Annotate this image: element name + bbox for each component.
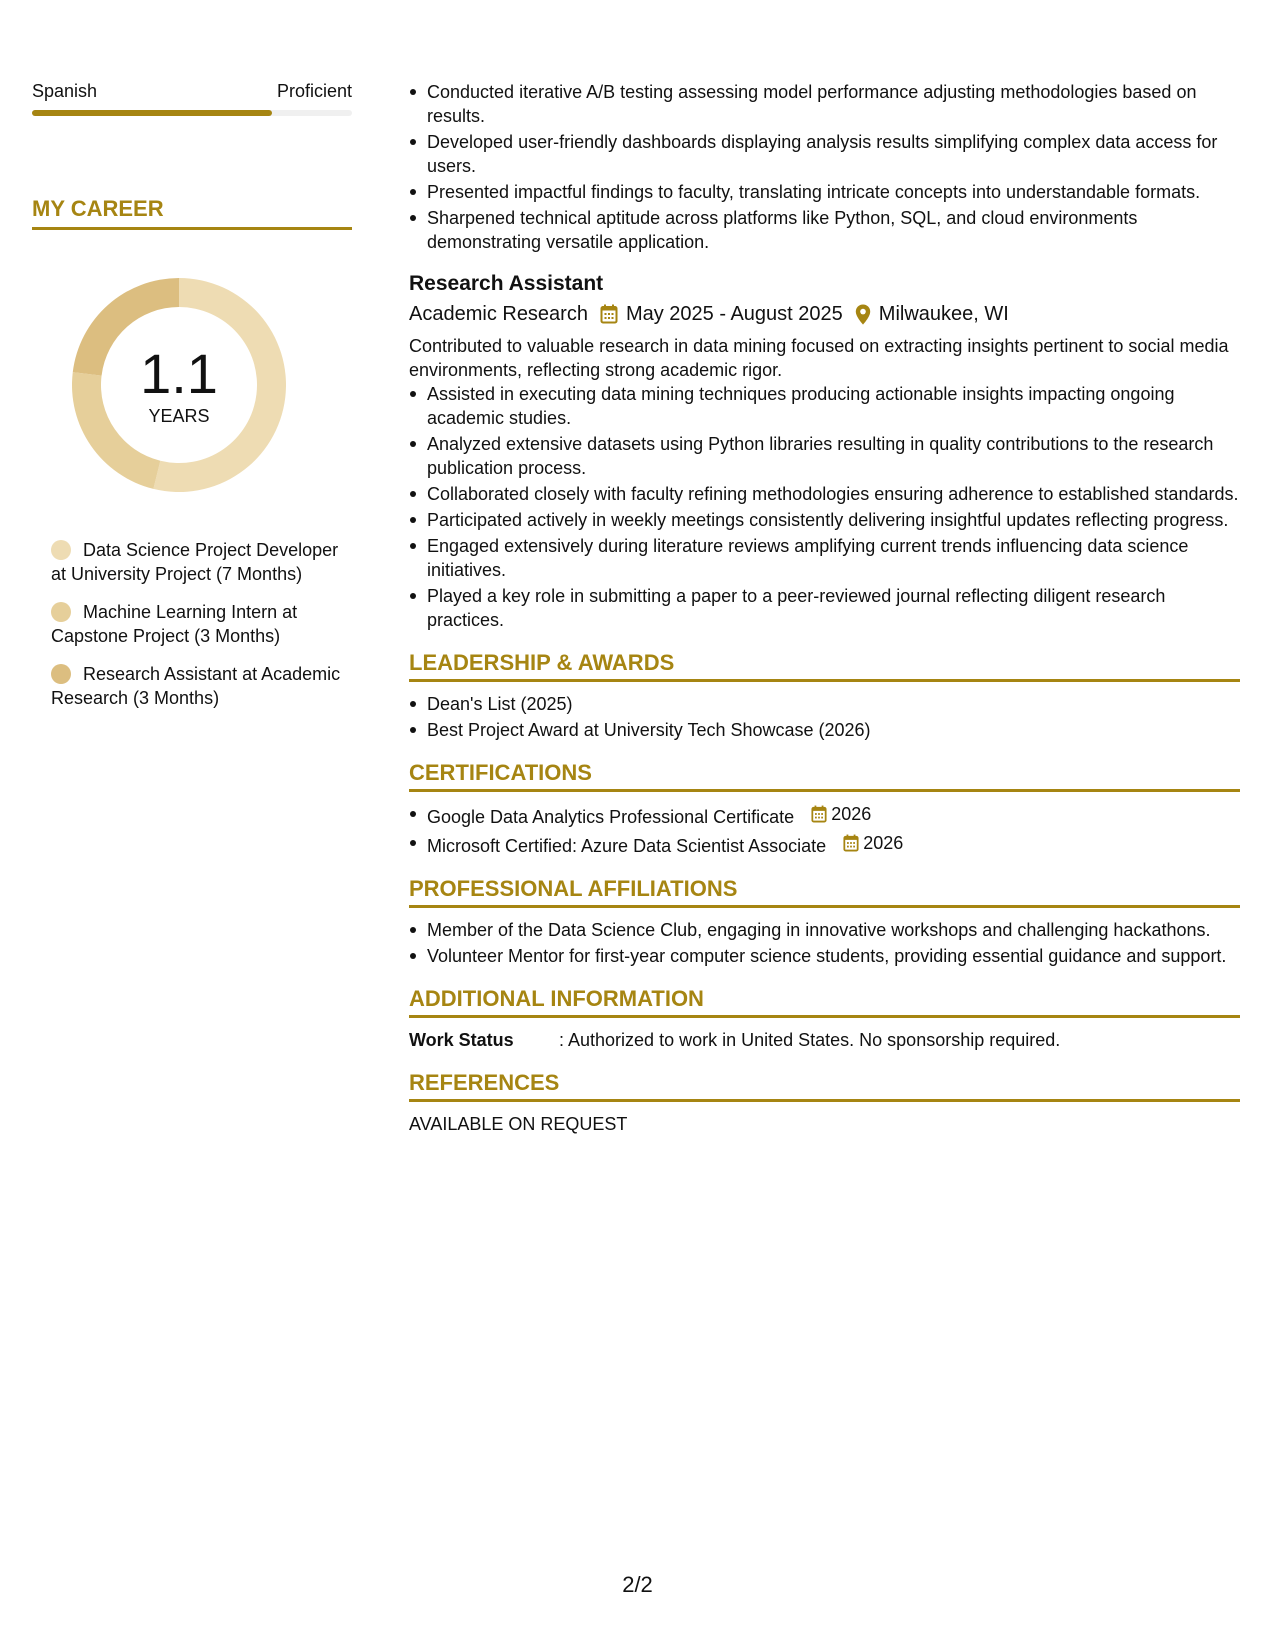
info-value: : Authorized to work in United States. No sponsorship required. [559, 1030, 1061, 1050]
bullet-item: Collaborated closely with faculty refining methodologies ensuring adherence to established standards. [409, 482, 1240, 506]
job-bullets [409, 382, 1240, 632]
bullet-item: Engaged extensively during literature reviews amplifying current trends influencing data science initiatives. [409, 534, 1240, 582]
language-level-fill [32, 110, 272, 116]
bullet-item: Participated actively in weekly meetings consistently delivering insightful updates reflecting progress. [409, 508, 1240, 532]
career-total-value: 1.1 [140, 341, 218, 405]
legend-label: Machine Learning Intern at Capstone Project (3 Months) [51, 602, 298, 646]
language-level-bar [32, 110, 352, 116]
career-legend [51, 538, 341, 724]
cert-item [409, 831, 1240, 858]
legend-dot [51, 664, 71, 684]
bullet-item: Member of the Data Science Club, engaging in innovative workshops and challenging hackathons. [409, 918, 1240, 942]
legend-item [51, 538, 341, 586]
section-title: REFERENCES [409, 1070, 1240, 1102]
job-meta [409, 300, 1240, 328]
bullet-item: Assisted in executing data mining techniques producing actionable insights impacting ongoing academic studies. [409, 382, 1240, 430]
legend-dot [51, 540, 71, 560]
bullet-item: Analyzed extensive datasets using Python libraries resulting in quality contributions to the research publication process. [409, 432, 1240, 480]
legend-dot [51, 602, 71, 622]
job-dates: May 2025 - August 2025 [625, 303, 843, 325]
job-location: Milwaukee, WI [878, 303, 1009, 325]
cert-year: 2026 [863, 833, 904, 853]
language-level: Proficient [276, 81, 352, 101]
certifications-section [409, 760, 1240, 858]
info-label: Work Status [409, 1030, 514, 1050]
experience-entry [409, 270, 1240, 632]
legend-label: Data Science Project Developer at University Project (7 Months) [51, 540, 339, 584]
cert-name: Microsoft Certified: Azure Data Scientist Associate [427, 836, 827, 856]
bullet-item: Played a key role in submitting a paper to a peer-reviewed journal reflecting diligent research practices. [409, 584, 1240, 632]
career-total-unit: YEARS [148, 405, 210, 426]
sidebar [32, 80, 352, 708]
job-company: Academic Research [409, 303, 588, 325]
legend-item [51, 600, 341, 648]
main-content [409, 80, 1240, 1136]
cert-year: 2026 [831, 804, 872, 824]
calendar-icon [811, 805, 827, 823]
bullet-item: Volunteer Mentor for first-year computer science students, providing essential guidance and support. [409, 944, 1240, 968]
career-heading: MY CAREER [32, 196, 352, 230]
section-title: PROFESSIONAL AFFILIATIONS [409, 876, 1240, 908]
affiliations-section [409, 876, 1240, 968]
bullet-item: Presented impactful findings to faculty, translating intricate concepts into understandable formats. [409, 180, 1240, 204]
language-item [32, 80, 352, 116]
calendar-icon [600, 304, 618, 324]
calendar-icon [843, 834, 859, 852]
cert-item [409, 802, 1240, 829]
career-donut-chart [66, 272, 292, 498]
job-title: Research Assistant [409, 272, 604, 295]
section-title: ADDITIONAL INFORMATION [409, 986, 1240, 1018]
cert-name: Google Data Analytics Professional Certificate [427, 807, 795, 827]
bullet-item: Dean's List (2025) [409, 692, 1240, 716]
info-row [409, 1028, 1240, 1052]
language-name: Spanish [32, 81, 98, 101]
prev-job-bullets [409, 80, 1240, 254]
legend-label: Research Assistant at Academic Research (3 Months) [51, 664, 341, 708]
bullet-item: Best Project Award at University Tech Showcase (2026) [409, 718, 1240, 742]
legend-item [51, 662, 341, 710]
references-text: AVAILABLE ON REQUEST [409, 1114, 628, 1134]
references-section [409, 1070, 1240, 1136]
section-title: LEADERSHIP & AWARDS [409, 650, 1240, 682]
page-number: 2/2 [622, 1572, 653, 1597]
section-title: CERTIFICATIONS [409, 760, 1240, 792]
bullet-item: Developed user-friendly dashboards displaying analysis results simplifying complex data access for users. [409, 130, 1240, 178]
bullet-item: Sharpened technical aptitude across platforms like Python, SQL, and cloud environments demonstrating versatile application. [409, 206, 1240, 254]
additional-info-section [409, 986, 1240, 1052]
map-pin-icon [855, 304, 871, 325]
bullet-item: Conducted iterative A/B testing assessing model performance adjusting methodologies based on results. [409, 80, 1240, 128]
leadership-section [409, 650, 1240, 742]
job-description: Contributed to valuable research in data mining focused on extracting insights pertinent to social media environments, reflecting strong academic rigor. [409, 336, 1229, 380]
